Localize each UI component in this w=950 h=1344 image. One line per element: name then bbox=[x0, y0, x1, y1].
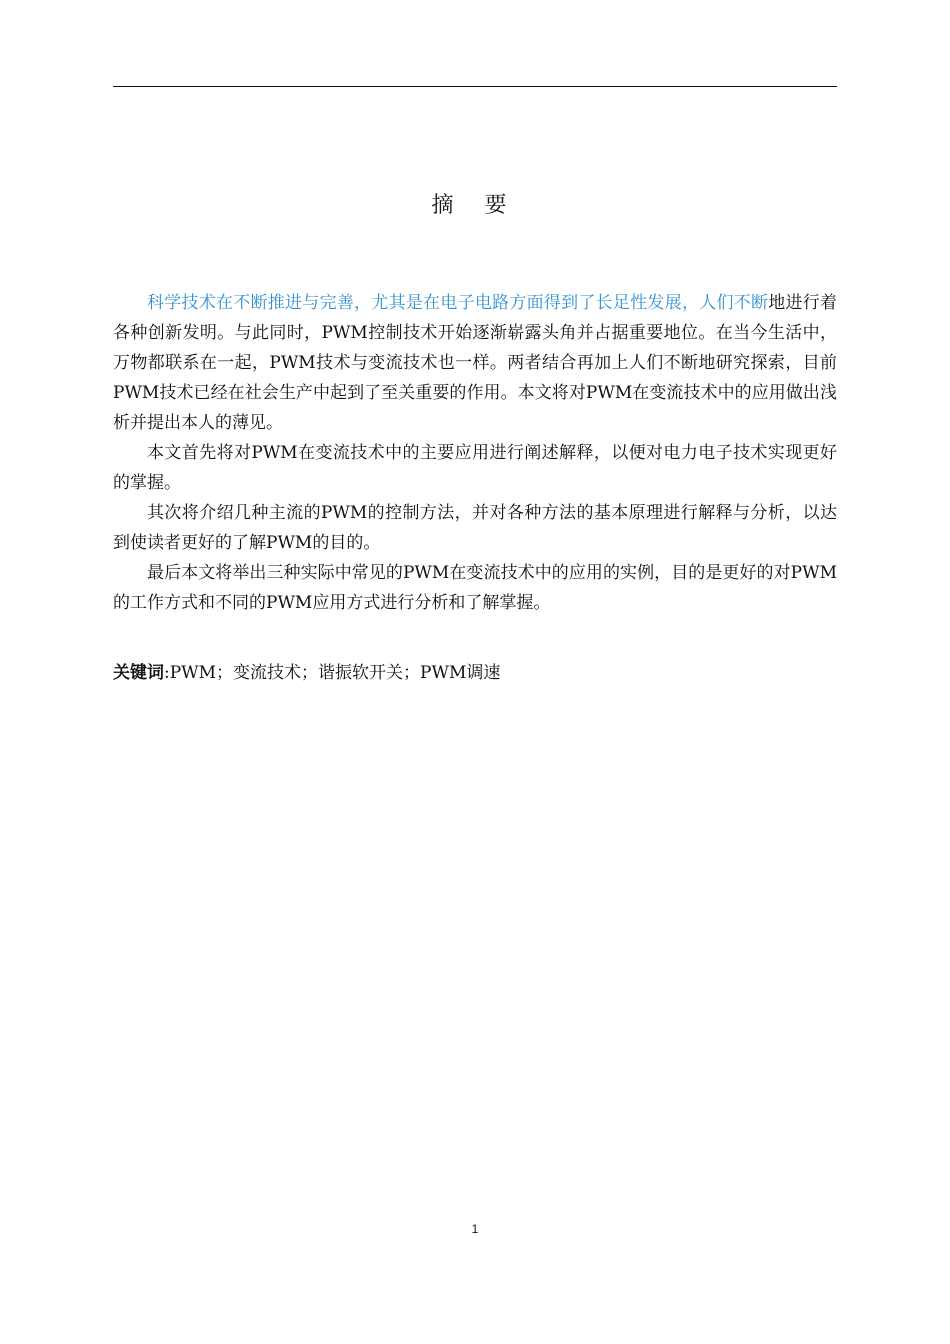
abstract-paragraph-4: 最后本文将举出三种实际中常见的PWM在变流技术中的应用的实例，目的是更好的对PWM的工作方式和不同的PWM应用方式进行分析和了解掌握。 bbox=[113, 563, 837, 613]
header-rule bbox=[113, 86, 837, 87]
abstract-paragraph-1 bbox=[113, 288, 837, 438]
keywords-label: 关键词 bbox=[113, 663, 164, 683]
keywords-list: PWM；变流技术；谐振软开关；PWM调速 bbox=[169, 663, 501, 683]
page-number: 1 bbox=[471, 1222, 479, 1236]
abstract-body bbox=[113, 288, 837, 618]
page-title: 摘 要 bbox=[431, 193, 519, 218]
keywords-separator: : bbox=[164, 663, 170, 683]
highlighted-text: 科学技术在不断推进与完善，尤其是在电子电路方面得到了长足性发展，人们不断 bbox=[147, 293, 769, 313]
abstract-paragraph-3: 其次将介绍几种主流的PWM的控制方法，并对各种方法的基本原理进行解释与分析，以达到使读者更好的了解PWM的目的。 bbox=[113, 503, 837, 553]
keywords-line bbox=[113, 658, 837, 688]
abstract-paragraph-2: 本文首先将对PWM在变流技术中的主要应用进行阐述解释，以便对电力电子技术实现更好的掌握。 bbox=[113, 443, 837, 493]
paragraph-1-text: 地进行着各种创新发明。与此同时，PWM控制技术开始逐渐崭露头角并占据重要地位。在当今生活中，万物都联系在一起，PWM技术与变流技术也一样。两者结合再加上人们不断地研究探索，目前PWM技术已经在社会生产中起到了至关重要的作用。本文将对PWM在变流技术中的应用做出浅析并提出本人的薄见。 bbox=[113, 293, 838, 433]
